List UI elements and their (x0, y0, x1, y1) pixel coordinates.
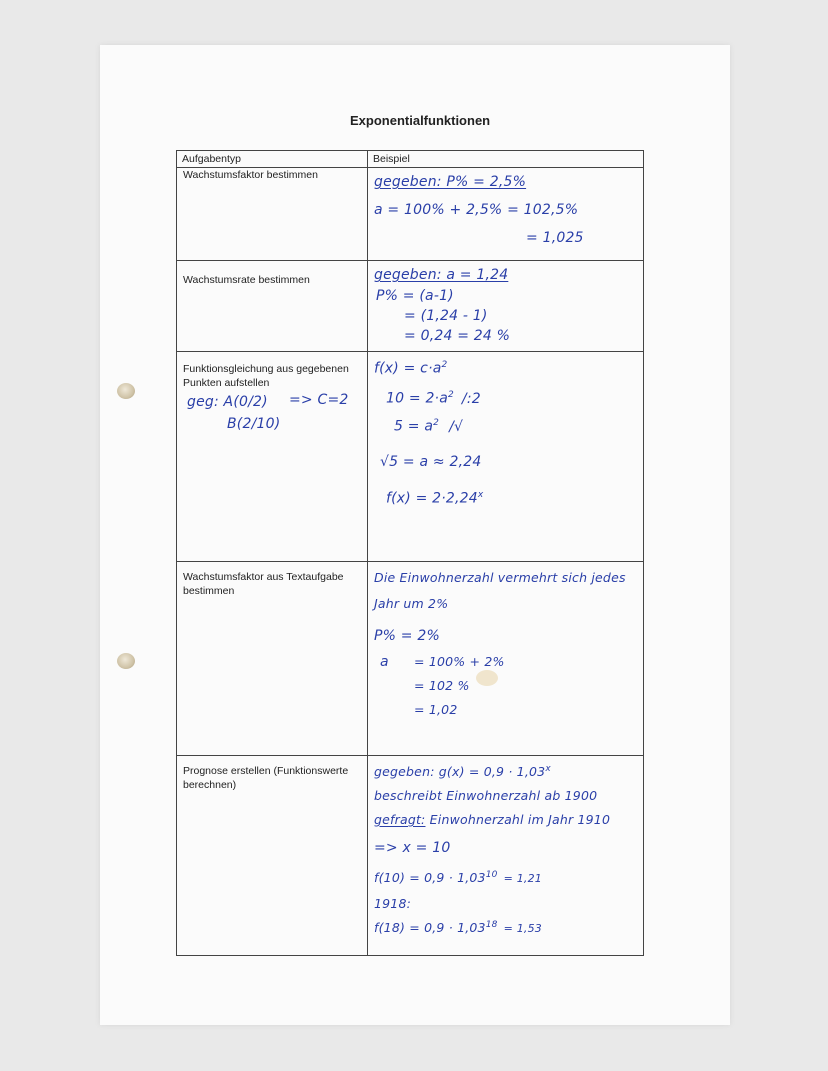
example-cell (368, 562, 644, 756)
hw-note: B(2/10) (227, 416, 281, 432)
hw-exponent: 2 (447, 390, 454, 400)
table-row (177, 168, 644, 261)
hw-line: /√ (449, 418, 464, 435)
hw-line: = 1,02 (414, 702, 458, 717)
hw-line: 10 = 2·a (386, 390, 448, 407)
hw-line: gegeben: g(x) = 0,9 · 1,03 (374, 764, 546, 780)
hw-line: gefragt: (374, 812, 426, 827)
hw-line: = 1,53 (503, 922, 542, 936)
task-label: Funktionsgleichung aus gegebenen Punkten aufstellen (183, 363, 349, 389)
hw-line: f(x) = 2·2,24 (386, 490, 478, 507)
hw-line: a = 100% + 2,5% = 102,5% (374, 202, 579, 218)
task-cell (177, 756, 368, 956)
task-label: Wachstumsfaktor aus Textaufgabe bestimmen (183, 571, 344, 597)
header-cell-type (177, 151, 368, 168)
hw-line: f(10) = 0,9 · 1,03 (374, 870, 486, 886)
task-cell (177, 352, 368, 562)
header-beispiel: Beispiel (373, 153, 410, 165)
punch-hole-top (117, 383, 135, 399)
hw-line: gegeben: P% = 2,5% (374, 174, 527, 190)
example-cell (368, 168, 644, 261)
hw-exponent: 2 (441, 360, 448, 370)
hw-line: P% = 2% (374, 628, 440, 644)
hw-exponent: 18 (485, 920, 498, 930)
hw-line: 1918: (374, 896, 412, 911)
example-cell (368, 261, 644, 352)
hw-line: = 1,21 (503, 872, 542, 886)
hw-line: = 0,24 = 24 % (404, 328, 511, 344)
hw-line: gegeben: a = 1,24 (374, 267, 509, 283)
hw-line: 5 = a (394, 418, 434, 435)
hw-line: = 1,025 (526, 230, 584, 246)
header-aufgabentyp: Aufgabentyp (182, 153, 241, 165)
task-label: Wachstumsfaktor bestimmen (183, 169, 318, 181)
table-row (177, 352, 644, 562)
hw-line: P% = (a-1) (376, 288, 454, 304)
hw-line: = 100% + 2% (414, 654, 505, 669)
hw-exponent: x (477, 490, 484, 500)
hw-line: Einwohnerzahl im Jahr 1910 (429, 812, 611, 827)
task-label: Prognose erstellen (Funktionswerte berechnen) (183, 765, 349, 791)
hw-line: beschreibt Einwohnerzahl ab 1900 (374, 788, 598, 803)
task-cell (177, 261, 368, 352)
hw-line: /:2 (461, 390, 481, 407)
hw-exponent: x (545, 764, 551, 774)
example-cell (368, 756, 644, 956)
task-cell (177, 562, 368, 756)
hw-line: Jahr um 2% (374, 596, 449, 611)
table-row (177, 261, 644, 352)
hw-exponent: 10 (485, 870, 498, 880)
exponential-table (176, 150, 644, 956)
punch-hole-bottom (117, 653, 135, 669)
hw-line: Die Einwohnerzahl vermehrt sich jedes (374, 570, 626, 585)
hw-line: f(x) = c·a (374, 360, 442, 377)
header-cell-example (368, 151, 644, 168)
example-cell (368, 352, 644, 562)
hw-exponent: 2 (433, 418, 440, 428)
hw-line: = 102 % (414, 678, 470, 693)
table-row (177, 756, 644, 956)
task-cell (177, 168, 368, 261)
hw-note: => C=2 (289, 392, 349, 408)
hw-note: geg: A(0/2) (187, 394, 268, 410)
stain (476, 670, 498, 686)
task-label: Wachstumsrate bestimmen (183, 274, 310, 286)
hw-line: => x = 10 (374, 840, 451, 856)
page-title: Exponentialfunktionen (350, 113, 491, 128)
hw-line: a (380, 654, 389, 670)
hw-line: = (1,24 - 1) (404, 308, 488, 324)
hw-line: √5 = a ≈ 2,24 (380, 454, 482, 470)
hw-line: f(18) = 0,9 · 1,03 (374, 920, 486, 936)
table-row (177, 562, 644, 756)
